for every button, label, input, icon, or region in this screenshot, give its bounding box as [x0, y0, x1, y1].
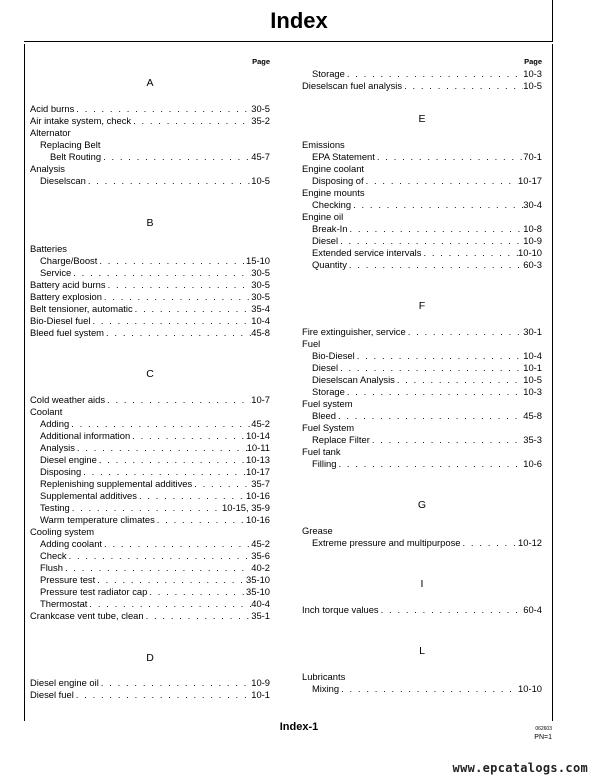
- entry-text: Fuel System: [302, 422, 355, 433]
- entry-text: Grease: [302, 525, 333, 536]
- entry-text: Crankcase vent tube, clean: [30, 610, 144, 621]
- entry-text: Additional information: [40, 430, 131, 441]
- entry-page: 10-10: [518, 683, 542, 694]
- leader-dots: [99, 677, 251, 689]
- leader-dots: [339, 683, 518, 695]
- entry-page: 30-4: [523, 199, 542, 210]
- leader-dots: [130, 430, 246, 442]
- index-subentry: [30, 466, 270, 478]
- entry-text: Mixing: [312, 683, 340, 694]
- leader-dots: [336, 410, 523, 422]
- index-subentry: [30, 151, 270, 163]
- spacer: [302, 125, 542, 139]
- entry-text: Replace Filter: [312, 434, 370, 445]
- entry-page: 35-6: [251, 550, 270, 561]
- leader-dots: [137, 490, 246, 502]
- entry-text: Replacing Belt: [40, 139, 101, 150]
- leader-dots: [338, 362, 523, 374]
- index-subentry: [302, 537, 542, 549]
- index-subentry: [302, 223, 542, 235]
- leader-dots: [131, 115, 251, 127]
- entry-text: Break-In: [312, 223, 348, 234]
- entry-page: 10-13: [246, 454, 270, 465]
- entry-page: 45-7: [251, 151, 270, 162]
- section-letter: F: [418, 300, 426, 312]
- leader-dots: [155, 514, 246, 526]
- entry-page: 15-10: [246, 255, 270, 266]
- entry-page: 10-4: [251, 315, 270, 326]
- leader-dots: [375, 151, 523, 163]
- footer-page-label: Index-1: [279, 721, 319, 733]
- leader-dots: [147, 586, 246, 598]
- entry-text: Charge/Boost: [40, 255, 98, 266]
- entry-text: Diesel fuel: [30, 689, 74, 700]
- leader-dots: [406, 326, 524, 338]
- index-entry: [302, 671, 542, 683]
- leader-dots: [351, 199, 523, 211]
- leader-dots: [101, 151, 251, 163]
- index-subentry: [30, 502, 270, 514]
- spacer: [30, 380, 270, 394]
- entry-page: 10-12: [518, 537, 542, 548]
- entry-page: 30-5: [251, 267, 270, 278]
- spacer: [30, 187, 270, 217]
- entry-text: Storage: [312, 386, 345, 397]
- entry-page: 10-3: [523, 68, 542, 79]
- footer-code: 062603: [535, 726, 552, 732]
- index-subentry: [30, 538, 270, 550]
- entry-text: Thermostat: [40, 598, 88, 609]
- entry-page: 40-2: [251, 562, 270, 573]
- index-subentry: [302, 374, 542, 386]
- index-subentry: [30, 550, 270, 562]
- index-subentry: [302, 151, 542, 163]
- entry-page: 10-17: [246, 466, 270, 477]
- entry-text: Warm temperature climates: [40, 514, 155, 525]
- index-subentry: [30, 562, 270, 574]
- leader-dots: [87, 598, 251, 610]
- index-subentry: [30, 514, 270, 526]
- leader-dots: [461, 537, 519, 549]
- index-entry: [30, 394, 270, 406]
- entry-text: Acid burns: [30, 103, 75, 114]
- entry-page: 10-9: [523, 235, 542, 246]
- entry-text: Diesel engine oil: [30, 677, 99, 688]
- section-letter: L: [419, 645, 425, 657]
- entry-text: Engine oil: [302, 211, 344, 222]
- leader-dots: [97, 255, 246, 267]
- index-subentry: [302, 175, 542, 187]
- entry-text: Flush: [40, 562, 63, 573]
- index-entry: [30, 610, 270, 622]
- entry-page: 60-3: [523, 259, 542, 270]
- leader-dots: [106, 279, 252, 291]
- index-entry: [302, 211, 542, 223]
- index-entry: [302, 80, 542, 92]
- index-entry: [302, 525, 542, 537]
- index-subentry: [302, 350, 542, 362]
- entry-text: Fuel system: [302, 398, 353, 409]
- leader-dots: [105, 394, 251, 406]
- entry-text: Battery acid burns: [30, 279, 106, 290]
- index-entry: [302, 139, 542, 151]
- entry-page: 10-10: [518, 247, 542, 258]
- index-subentry: [30, 478, 270, 490]
- index-subentry: [302, 259, 542, 271]
- leader-dots: [95, 574, 246, 586]
- index-subentry: [302, 199, 542, 211]
- spacer: [30, 339, 270, 368]
- index-entry: [30, 103, 270, 115]
- entry-page: 10-8: [523, 223, 542, 234]
- section-letter: B: [146, 217, 154, 229]
- leader-dots: [338, 235, 523, 247]
- entry-text: Cooling system: [30, 526, 95, 537]
- entry-text: Replenishing supplemental additives: [40, 478, 193, 489]
- spacer: [302, 312, 542, 326]
- leader-dots: [370, 434, 523, 446]
- entry-page: 10-1: [523, 362, 542, 373]
- index-subentry: [30, 139, 270, 151]
- entry-text: Coolant: [30, 406, 63, 417]
- index-subentry: [30, 175, 270, 187]
- watermark: www.epcatalogs.com: [452, 761, 588, 775]
- leader-dots: [102, 538, 251, 550]
- entry-page: 10-17: [518, 175, 542, 186]
- entry-page: 45-2: [251, 418, 270, 429]
- entry-page: 10-16: [246, 490, 270, 501]
- entry-page: 10-11: [246, 442, 270, 453]
- leader-dots: [364, 175, 518, 187]
- entry-text: Engine mounts: [302, 187, 365, 198]
- index-subentry: [302, 434, 542, 446]
- spacer: [30, 68, 270, 77]
- leader-dots: [337, 458, 524, 470]
- index-subentry: [30, 442, 270, 454]
- leader-dots: [104, 327, 251, 339]
- index-subentry: [302, 410, 542, 422]
- entry-page: 35-3: [523, 434, 542, 445]
- entry-text: Inch torque values: [302, 604, 379, 615]
- index-column-left: [30, 56, 270, 701]
- leader-dots: [90, 315, 251, 327]
- spacer: [30, 622, 270, 652]
- entry-page: 10-1: [251, 689, 270, 700]
- index-subentry: [302, 683, 542, 695]
- leader-dots: [67, 550, 252, 562]
- entry-text: Check: [40, 550, 67, 561]
- leader-dots: [86, 175, 251, 187]
- index-entry: [30, 677, 270, 689]
- entry-page: 10-6: [523, 458, 542, 469]
- index-subentry: [302, 458, 542, 470]
- entry-page: 10-9: [251, 677, 270, 688]
- entry-page: 10-5: [523, 374, 542, 385]
- entry-page: 35-4: [251, 303, 270, 314]
- entry-text: Pressure test radiator cap: [40, 586, 148, 597]
- spacer: [302, 590, 542, 604]
- leader-dots: [402, 80, 523, 92]
- entry-text: Adding coolant: [40, 538, 103, 549]
- spacer: [302, 511, 542, 525]
- index-entry: [30, 315, 270, 327]
- entry-text: Fuel tank: [302, 446, 341, 457]
- index-entry: [302, 604, 542, 616]
- index-entry: [30, 127, 270, 139]
- entry-text: Bio-Diesel fuel: [30, 315, 91, 326]
- index-entry: [30, 279, 270, 291]
- entry-text: Cold weather aids: [30, 394, 106, 405]
- leader-dots: [192, 478, 251, 490]
- index-entry: [302, 163, 542, 175]
- entry-text: Dieselscan Analysis: [312, 374, 395, 385]
- index-entry: [30, 526, 270, 538]
- leader-dots: [347, 259, 523, 271]
- index-subentry: [30, 586, 270, 598]
- section-letter: C: [146, 368, 154, 380]
- index-entry: [30, 243, 270, 255]
- leader-dots: [395, 374, 523, 386]
- entry-text: Disposing: [40, 466, 82, 477]
- entry-page: 30-1: [523, 326, 542, 337]
- spacer: [302, 470, 542, 499]
- footer-pn: PN=1: [534, 734, 552, 741]
- entry-page: 45-2: [251, 538, 270, 549]
- entry-text: Analysis: [40, 442, 75, 453]
- entry-text: Pressure test: [40, 574, 96, 585]
- index-subentry: [30, 490, 270, 502]
- section-letter: D: [146, 652, 154, 664]
- entry-page: 70-1: [523, 151, 542, 162]
- index-entry: [30, 689, 270, 701]
- entry-page: 10-15, 35-9: [222, 502, 270, 513]
- entry-text: Storage: [312, 68, 345, 79]
- index-subentry: [30, 418, 270, 430]
- spacer: [30, 89, 270, 103]
- entry-text: Adding: [40, 418, 70, 429]
- index-entry: [30, 406, 270, 418]
- index-subentry: [302, 362, 542, 374]
- index-subentry: [30, 255, 270, 267]
- entry-page: 10-5: [251, 175, 270, 186]
- index-entry: [302, 398, 542, 410]
- entry-page: 40-4: [251, 598, 270, 609]
- index-subentry: [302, 68, 542, 80]
- section-letter: I: [420, 578, 424, 590]
- entry-text: Testing: [40, 502, 70, 513]
- index-entry: [302, 338, 542, 350]
- page-column-header: Page: [252, 57, 270, 66]
- spacer: [302, 271, 542, 300]
- entry-page: 30-5: [251, 103, 270, 114]
- index-subentry: [302, 235, 542, 247]
- index-subentry: [30, 574, 270, 586]
- leader-dots: [70, 502, 222, 514]
- leader-dots: [102, 291, 251, 303]
- entry-text: Emissions: [302, 139, 345, 150]
- spacer: [302, 657, 542, 671]
- index-subentry: [302, 247, 542, 259]
- entry-page: 35-10: [246, 586, 270, 597]
- spacer: [302, 92, 542, 113]
- entry-text: Air intake system, check: [30, 115, 132, 126]
- leader-dots: [379, 604, 524, 616]
- entry-text: Bleed: [312, 410, 336, 421]
- entry-text: Dieselscan: [40, 175, 86, 186]
- entry-page: 30-5: [251, 291, 270, 302]
- entry-page: 45-8: [523, 410, 542, 421]
- entry-text: Batteries: [30, 243, 67, 254]
- leader-dots: [74, 103, 251, 115]
- entry-text: Engine coolant: [302, 163, 365, 174]
- index-subentry: [30, 267, 270, 279]
- page-title: Index: [270, 8, 328, 33]
- leader-dots: [75, 442, 247, 454]
- entry-text: Fuel: [302, 338, 321, 349]
- spacer: [30, 229, 270, 243]
- entry-page: 10-16: [246, 514, 270, 525]
- entry-text: Diesel: [312, 362, 339, 373]
- index-entry: [30, 327, 270, 339]
- index-entry: [30, 291, 270, 303]
- entry-page: 10-3: [523, 386, 542, 397]
- entry-text: Bio-Diesel: [312, 350, 355, 361]
- entry-page: 35-2: [251, 115, 270, 126]
- leader-dots: [63, 562, 251, 574]
- leader-dots: [345, 68, 523, 80]
- entry-page: 35-1: [251, 610, 270, 621]
- index-subentry: [302, 386, 542, 398]
- entry-text: Diesel: [312, 235, 339, 246]
- entry-text: Extended service intervals: [312, 247, 422, 258]
- leader-dots: [81, 466, 246, 478]
- entry-text: Battery explosion: [30, 291, 102, 302]
- spacer: [302, 549, 542, 578]
- entry-text: Alternator: [30, 127, 71, 138]
- entry-text: Quantity: [312, 259, 347, 270]
- leader-dots: [144, 610, 252, 622]
- leader-dots: [69, 418, 251, 430]
- entry-text: Belt tensioner, automatic: [30, 303, 133, 314]
- index-subentry: [30, 454, 270, 466]
- index-entry: [302, 422, 542, 434]
- leader-dots: [74, 689, 251, 701]
- index-entry: [30, 115, 270, 127]
- leader-dots: [421, 247, 518, 259]
- entry-page: 60-4: [523, 604, 542, 615]
- entry-text: Belt Routing: [50, 151, 102, 162]
- entry-page: 10-7: [251, 394, 270, 405]
- entry-page: 35-10: [246, 574, 270, 585]
- section-letter: G: [417, 499, 427, 511]
- leader-dots: [71, 267, 251, 279]
- index-column-right: [302, 56, 542, 695]
- index-subentry: [30, 430, 270, 442]
- leader-dots: [133, 303, 252, 315]
- entry-page: 10-5: [523, 80, 542, 91]
- page-column-header: Page: [524, 57, 542, 66]
- entry-text: Dieselscan fuel analysis: [302, 80, 403, 91]
- entry-text: Disposing of: [312, 175, 364, 186]
- entry-page: 35-7: [251, 478, 270, 489]
- index-entry: [302, 446, 542, 458]
- index-entry: [302, 187, 542, 199]
- entry-text: Diesel engine: [40, 454, 97, 465]
- entry-text: Fire extinguisher, service: [302, 326, 406, 337]
- leader-dots: [97, 454, 246, 466]
- entry-text: Bleed fuel system: [30, 327, 104, 338]
- index-entry: [30, 303, 270, 315]
- spacer: [30, 664, 270, 677]
- entry-text: EPA Statement: [312, 151, 375, 162]
- spacer: [302, 616, 542, 645]
- entry-text: Service: [40, 267, 72, 278]
- section-letter: E: [418, 113, 426, 125]
- entry-text: Extreme pressure and multipurpose: [312, 537, 461, 548]
- leader-dots: [355, 350, 524, 362]
- entry-page: 30-5: [251, 279, 270, 290]
- index-entry: [30, 163, 270, 175]
- entry-page: 45-8: [251, 327, 270, 338]
- entry-text: Analysis: [30, 163, 65, 174]
- entry-text: Supplemental additives: [40, 490, 137, 501]
- entry-text: Checking: [312, 199, 352, 210]
- entry-page: 10-4: [523, 350, 542, 361]
- entry-text: Lubricants: [302, 671, 346, 682]
- index-subentry: [30, 598, 270, 610]
- leader-dots: [347, 223, 523, 235]
- leader-dots: [345, 386, 523, 398]
- section-letter: A: [146, 77, 154, 89]
- index-entry: [302, 326, 542, 338]
- entry-page: 10-14: [246, 430, 270, 441]
- entry-text: Filling: [312, 458, 337, 469]
